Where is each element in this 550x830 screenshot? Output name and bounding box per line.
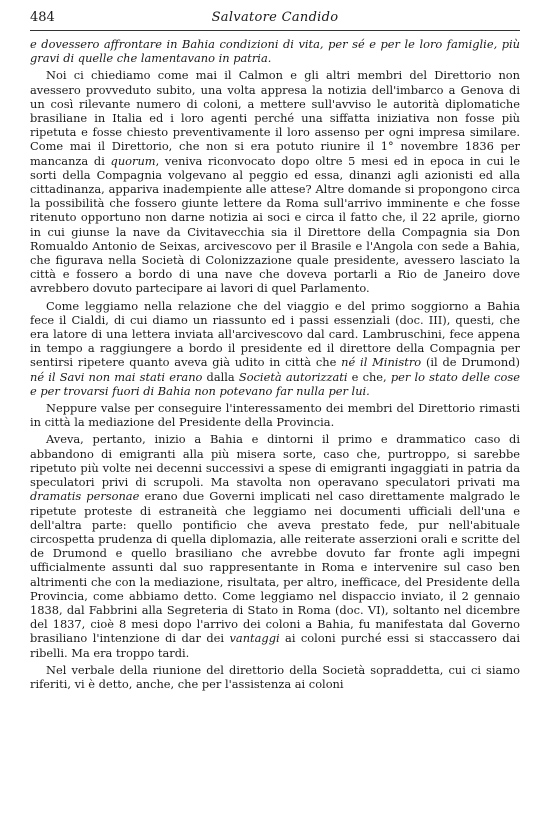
text-run: e che, — [347, 369, 391, 384]
text-run: Noi ci chiediamo come mai il Calmon e gli altri membri del Direttorio non avessero provveduto subito, una volta appresa la notizia dell'imbarco a Genova di un così rilevante numero di coloni, a mettere sull'avviso le autorità diplomatiche brasiliane in Italia ed i loro agenti perché una siffatta iniziativa non fosse più ripetuta e fosse chiesto preventivamente il loro assenso per ogni impresa similare. Come mai il Direttorio, che non si era potuto riunire il 1° novembre 1836 per mancanza di — [30, 68, 520, 168]
paragraph — [30, 299, 520, 398]
paragraph — [30, 432, 520, 659]
text-run: Come leggiamo nella relazione che del viaggio e del primo soggiorno a Bahia fece il Cialdi, di cui diamo un riassunto ed i passi essenziali (doc. III), questi, che era latore di una lettera inviata all'arcivescovo dal card. Lambruschini, fece appena in tempo a raggiungere a bordo il presidente ed il direttore della Compagnia per sentirsi ripetere quanto aveva già udito in città che — [30, 298, 520, 370]
page-number: 484 — [30, 10, 55, 25]
paragraph — [30, 401, 520, 429]
paragraph — [30, 663, 520, 691]
text-run: Aveva, pertanto, inizio a Bahia e dintorni il primo e drammatico caso di abbandono di emigranti alla più misera sorte, caso che, purtroppo, si sarebbe ripetuto più volte nei decenni successivi a spese di emigranti ingaggiati in patria da speculatori privi di scrupoli. Ma stavolta non operavano speculatori privati ma — [30, 432, 520, 490]
text-run: Nel verbale della riunione del direttorio della Società sopraddetta, cui ci siamo riferiti, vi è detto, anche, che per l'assistenza ai coloni — [30, 662, 520, 691]
body-text — [30, 37, 520, 691]
italic-text: né il Savi non mai stati erano — [30, 369, 203, 384]
text-run: ai coloni purché essi si staccassero dai ribelli. Ma era troppo tardi. — [30, 631, 520, 660]
text-run: (il de Drumond) — [421, 355, 520, 370]
italic-text: e dovessero affrontare in Bahia condizioni di vita, per sé e per le loro famiglie, più gravi di quelle che lamentavano in patria. — [30, 37, 520, 66]
italic-text: Società autorizzati — [238, 369, 348, 384]
italic-text: vantaggi — [229, 631, 280, 646]
page-header — [30, 10, 520, 31]
text-run: Neppure valse per conseguire l'interessamento dei membri del Direttorio rimasti in città la mediazione del Presidente della Provincia. — [30, 401, 520, 430]
paragraph — [30, 37, 520, 65]
paragraph — [30, 68, 520, 295]
italic-text: quorum — [110, 153, 156, 168]
text-run: dalla — [202, 369, 239, 384]
italic-text: dramatis personae — [30, 489, 140, 504]
italic-text: né il Ministro — [341, 355, 422, 370]
text-run: erano due Governi implicati nel caso direttamente malgrado le ripetute proteste di estraneità che leggiamo nei documenti ufficiali dell'una e dell'altra parte: quello pontificio che aveva prestato fede, pur nell'abituale circospetta prudenza di quella diplomazia, alle reiterate asserzioni orali e scritte del de Drumond e quello brasiliano che avrebbe dovuto far fronte agli impegni ufficialmente assunti dal suo rappresentante in Roma e intervenire sul caso ben altrimenti che con la mediazione, risultata, per altro, inefficace, del Presidente della Provincia, come abbiamo detto. Come leggiamo nel dispaccio inviato, il 2 gennaio 1838, dal Fabbrini alla Segreteria di Stato in Roma (doc. VI), soltanto nel dicembre del 1837, cioè 8 mesi dopo l'arrivo dei coloni a Bahia, fu manifestata dal Governo brasiliano l'intenzione di dar dei — [30, 489, 521, 646]
italic-text: per lo stato delle cose e per trovarsi fuori di Bahia non potevano far nulla per lui. — [30, 369, 520, 398]
text-run: , veniva riconvocato dopo oltre 5 mesi ed in epoca in cui le sorti della Compagnia volgevano al peggio ed essa, dinanzi agli azionisti ed alla cittadinanza, appariva inadempiente alle attese? Altre domande si propongono circa la possibilità che fossero giunte lettere da Roma sull'arrivo imminente e che fosse ritenuto opportuno non darne notizia ai soci e circa il fatto che, il 22 aprile, giorno in cui giunse la nave da Civitavecchia sia il Direttore della Compagnia sia Don Romualdo Antonio de Seixas, arcivescovo per il Brasile e l'Angola con sede a Bahia, che figurava nella Società di Colonizzazione quale presidente, avessero lasciato la città e fossero a bordo di una nave che doveva portarli a Rio de Janeiro dove avrebbero dovuto partecipare ai lavori di quel Parlamento. — [30, 153, 520, 296]
running-title: Salvatore Candido — [211, 10, 339, 25]
